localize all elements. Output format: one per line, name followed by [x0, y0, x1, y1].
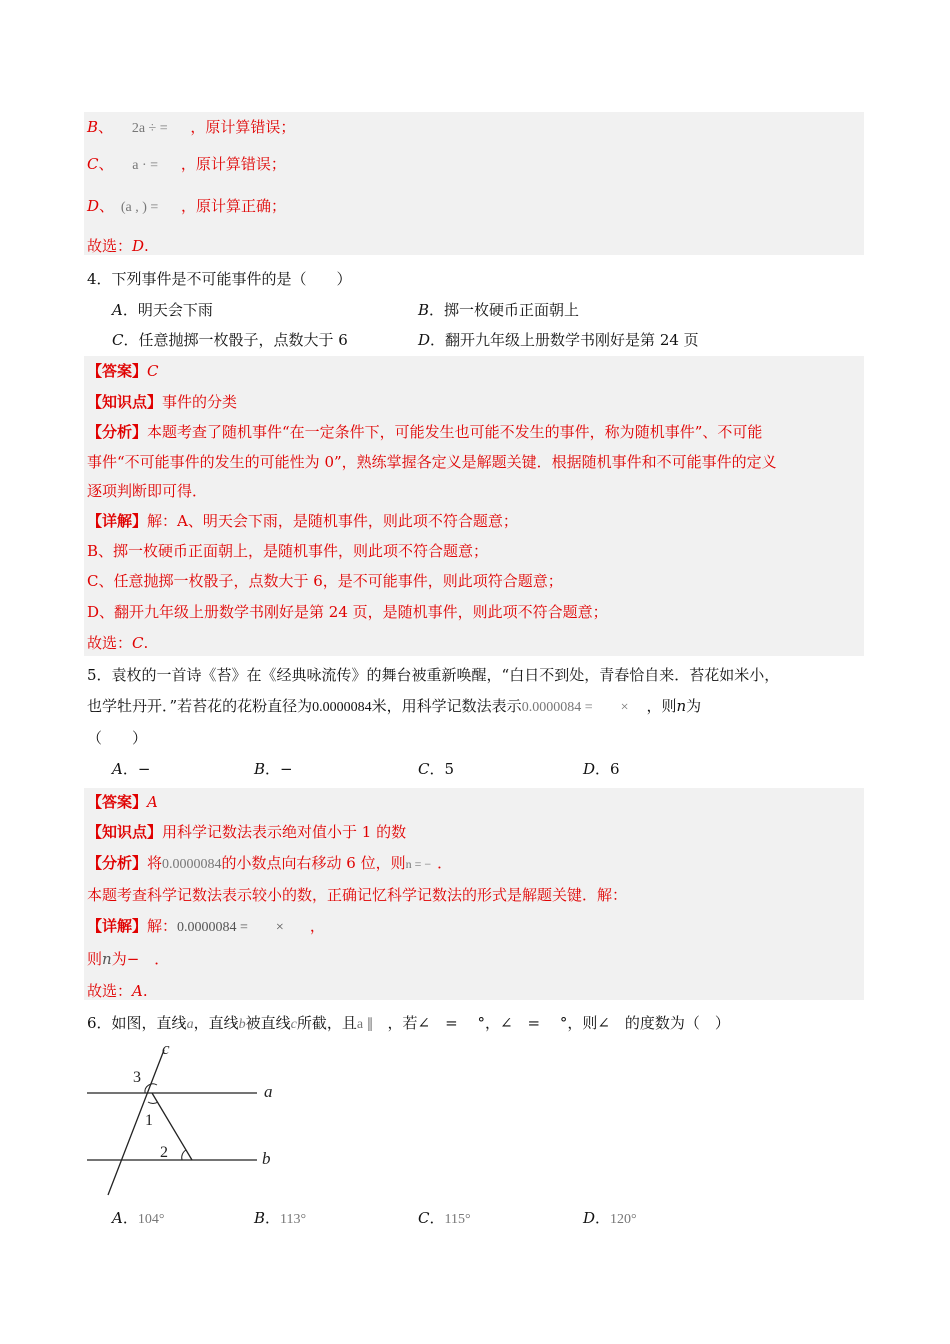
q4-option-c: C．任意抛掷一枚骰子，点数大于 6	[112, 331, 348, 349]
q5-analysis-line-1	[87, 852, 452, 876]
math-variable: c	[290, 1017, 297, 1032]
detail-tag: 【详解】	[87, 512, 148, 530]
option-text: 5	[444, 760, 455, 778]
conclusion-end: .	[144, 237, 149, 255]
detail-tag: 【详解】	[87, 917, 148, 935]
q3-conclusion	[87, 235, 149, 257]
question-text: ，则	[646, 697, 677, 715]
question-number: 5．	[87, 666, 112, 684]
q5-option-c: C．5	[418, 760, 455, 778]
math-variable: b	[238, 1017, 246, 1032]
question-text: 也学牡丹开．”若苔花的花粉直径为	[87, 697, 313, 715]
question-text: 下列事件是不可能事件的是（ ）	[111, 270, 352, 288]
question-text: 被直线	[245, 1014, 291, 1032]
q4-detail-line-4: D、翻开九年级上册数学书刚好是第 24 页，是随机事件，则此项不符合题意；	[87, 603, 608, 621]
q5-stem-line-3: （ ）	[87, 729, 148, 747]
option-letter: C	[418, 1209, 430, 1227]
option-letter: D	[418, 331, 431, 349]
option-letter: B	[87, 118, 99, 136]
q6-option-c: C．115°	[418, 1209, 471, 1227]
separator: 、	[98, 155, 114, 173]
q6-stem	[87, 1012, 730, 1036]
question-number: 4．	[87, 270, 112, 288]
option-text: 104°	[137, 1212, 165, 1227]
option-text: 翻开九年级上册数学书刚好是第 24 页	[445, 331, 699, 349]
option-text: 明天会下雨	[137, 301, 213, 319]
label-b: b	[262, 1149, 271, 1168]
q4-analysis-line-2: 事件“不可能事件的发生的可能性为 0”，熟练掌握各定义是解题关键．根据随机事件和不可能事件的定义	[87, 453, 777, 471]
knowledge-text: 事件的分类	[162, 393, 238, 411]
question-text: 所截，且	[296, 1014, 357, 1032]
answer-value: C	[147, 362, 159, 380]
option-text: −	[280, 760, 293, 778]
q4-option-a: A．明天会下雨	[112, 301, 213, 319]
q5-analysis-line-2: 本题考查科学记数法表示较小的数，正确记忆科学记数法的形式是解题关键．解：	[87, 886, 628, 904]
q5-answer	[87, 791, 158, 813]
math-expression: 0.0000084 = ×	[177, 920, 284, 935]
math-variable: a	[186, 1017, 194, 1032]
question-text: 米，用科学记数法表示	[371, 697, 522, 715]
q5-stem-line-1	[87, 664, 779, 686]
angle-2-arc	[182, 1150, 186, 1160]
q3-option-d-line	[87, 195, 286, 219]
segment	[152, 1093, 192, 1160]
q5-knowledge	[87, 821, 406, 843]
math-number: 0.0000084	[162, 857, 222, 872]
result-text: ，原计算正确；	[181, 197, 287, 215]
math-variable: n	[676, 697, 687, 715]
option-text: 任意抛掷一枚骰子，点数大于 6	[138, 331, 348, 349]
q6-figure	[82, 1040, 302, 1200]
answer-tag: 【答案】	[87, 362, 148, 380]
question-text: ，若∠ = °，∠ = °，则∠ 的度数为（ ）	[387, 1014, 730, 1032]
math-expression: n = −	[405, 857, 432, 871]
question-text: 如图，直线	[111, 1014, 187, 1032]
conclusion-answer: D	[132, 237, 145, 255]
option-letter: A	[112, 1209, 123, 1227]
analysis-text: 本题考查了随机事件“在一定条件下，可能发生也可能不发生的事件，称为随机事件”、不可能	[147, 423, 763, 441]
math-number: 0.0000084	[312, 700, 372, 715]
q4-detail-line-1	[87, 510, 518, 532]
q5-detail-line-2	[87, 948, 169, 970]
option-text: 120°	[610, 1212, 637, 1227]
q4-option-d: D．翻开九年级上册数学书刚好是第 24 页	[418, 331, 699, 349]
option-letter: C	[87, 155, 99, 173]
q5-detail-line-1	[87, 915, 325, 939]
conclusion-end: .	[143, 634, 149, 652]
q5-option-b: B．−	[254, 760, 293, 778]
math-expression: 0.0000084 = ×	[521, 700, 629, 715]
option-letter: D	[87, 197, 100, 215]
conclusion-prefix: 故选：	[87, 237, 133, 255]
q5-conclusion	[87, 980, 148, 1002]
q6-option-d: D．120°	[583, 1209, 637, 1227]
q3-option-c-line	[87, 153, 286, 177]
question-text: ，直线	[193, 1014, 239, 1032]
knowledge-tag: 【知识点】	[87, 823, 163, 841]
conclusion-answer: C	[132, 634, 144, 652]
detail-text: 解：A、明天会下雨，是随机事件，则此项不符合题意；	[147, 512, 518, 530]
q4-analysis-line-3: 逐项判断即可得．	[87, 482, 208, 500]
knowledge-text: 用科学记数法表示绝对值小于 1 的数	[162, 823, 407, 841]
detail-text: 则	[87, 950, 103, 968]
result-text: ，原计算错误；	[190, 118, 296, 136]
q5-option-a: A．−	[112, 760, 151, 778]
question-text: 袁枚的一首诗《苔》在《经典咏流传》的舞台被重新唤醒，“白日不到处，青春恰自来．苔花如米小，	[111, 666, 780, 684]
label-a: a	[264, 1082, 273, 1101]
knowledge-tag: 【知识点】	[87, 393, 163, 411]
question-number: 6．	[87, 1014, 112, 1032]
analysis-text: ．	[437, 854, 453, 872]
option-letter: C	[112, 331, 124, 349]
detail-text: ，	[309, 917, 325, 935]
analysis-text: 将	[147, 854, 163, 872]
answer-tag: 【答案】	[87, 793, 148, 811]
math-variable: n	[102, 950, 112, 968]
q5-option-d: D．6	[583, 760, 620, 778]
q4-option-b: B．掷一枚硬币正面朝上	[418, 301, 580, 319]
q6-option-b: B．113°	[254, 1209, 307, 1227]
result-text: ，原计算错误；	[180, 155, 286, 173]
q3-option-b-line	[87, 116, 295, 140]
option-letter: B	[254, 760, 266, 778]
option-text: 113°	[280, 1212, 307, 1227]
analysis-tag: 【分析】	[87, 423, 148, 441]
math-expression: 2a ÷ =	[131, 121, 168, 136]
analysis-text: 的小数点向右移动 6 位，则	[221, 854, 406, 872]
option-letter: D	[583, 1209, 596, 1227]
q4-stem	[87, 268, 352, 290]
conclusion-prefix: 故选：	[87, 982, 133, 1000]
option-letter: C	[418, 760, 430, 778]
math-expression: a ∥	[356, 1017, 374, 1032]
conclusion-end: .	[142, 982, 148, 1000]
q4-conclusion	[87, 632, 148, 654]
label-c: c	[162, 1040, 170, 1058]
option-text: 115°	[444, 1212, 471, 1227]
option-letter: D	[583, 760, 596, 778]
analysis-tag: 【分析】	[87, 854, 148, 872]
q4-knowledge	[87, 391, 237, 413]
detail-text: 为− ．	[111, 950, 170, 968]
conclusion-answer: A	[132, 982, 143, 1000]
q4-detail-line-3: C、任意抛掷一枚骰子，点数大于 6，是不可能事件，则此项符合题意；	[87, 572, 563, 590]
math-expression: a · =	[132, 158, 159, 173]
q4-detail-line-2: B、掷一枚硬币正面朝上，是随机事件，则此项不符合题意；	[87, 542, 489, 560]
q6-option-a: A．104°	[112, 1209, 165, 1227]
angle-1-arc	[148, 1102, 158, 1104]
q4-answer	[87, 360, 159, 382]
option-letter: A	[112, 760, 123, 778]
angle-label-2: 2	[160, 1144, 168, 1161]
question-text: 为	[686, 697, 702, 715]
detail-text: 解：	[147, 917, 178, 935]
option-letter: A	[112, 301, 123, 319]
angle-label-3: 3	[133, 1069, 141, 1086]
option-letter: B	[254, 1209, 266, 1227]
option-text: −	[137, 760, 151, 778]
separator: 、	[98, 118, 114, 136]
angle-label-1: 1	[145, 1112, 153, 1129]
separator: 、	[99, 197, 115, 215]
conclusion-prefix: 故选：	[87, 634, 133, 652]
option-text: 6	[610, 760, 620, 778]
q5-stem-line-2	[87, 695, 701, 719]
q4-analysis-line-1	[87, 421, 762, 443]
answer-value: A	[147, 793, 158, 811]
option-text: 掷一枚硬币正面朝上	[444, 301, 580, 319]
math-expression: (a , ) =	[120, 200, 159, 215]
option-letter: B	[418, 301, 430, 319]
